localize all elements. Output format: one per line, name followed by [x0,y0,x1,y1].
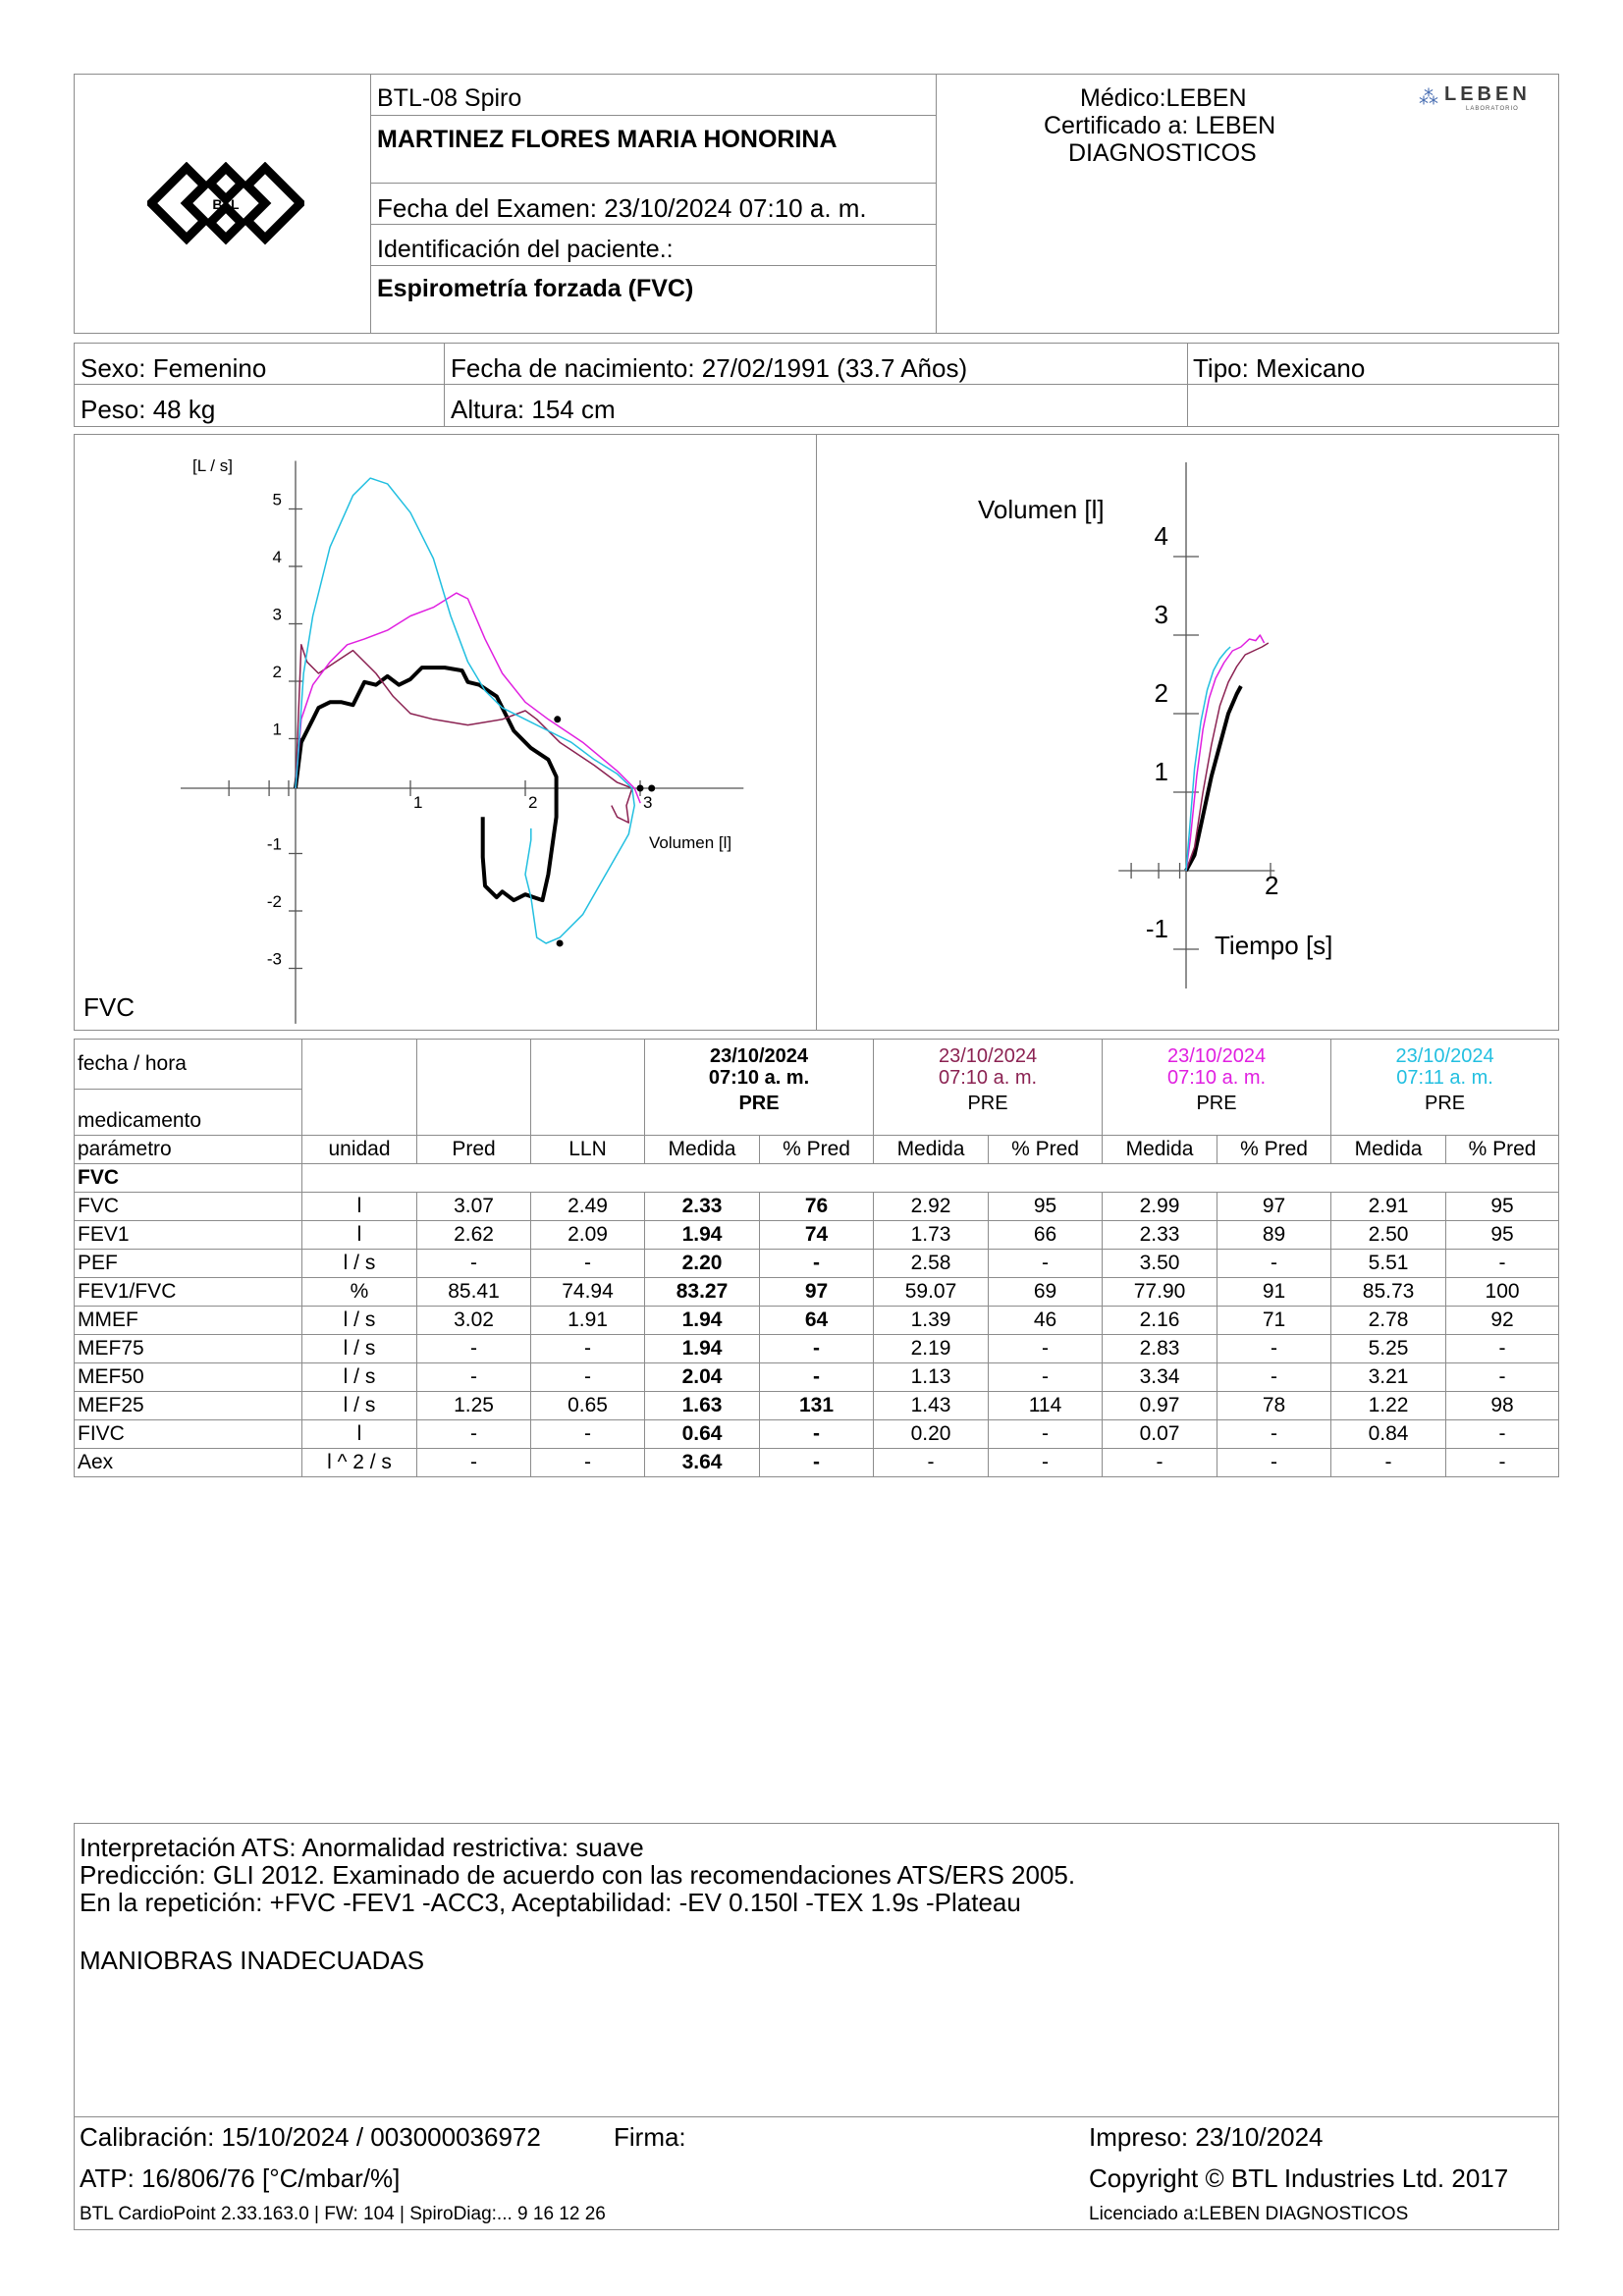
table-row [75,1193,1559,1221]
pct-pred-value: - [1217,1335,1331,1363]
measured-value: 3.64 [645,1449,760,1477]
pct-pred-value: 98 [1446,1392,1559,1420]
table-row [75,1363,1559,1392]
pct-pred-value: - [760,1363,874,1392]
col-pred: Pred [417,1136,531,1164]
table-row [75,1307,1559,1335]
y-tick-label: -1 [1145,914,1168,943]
licensed-to: Licenciado a:LEBEN DIAGNOSTICOS [1089,2204,1409,2224]
trial-date: 23/10/2024 [1395,1045,1494,1067]
measured-value: 0.97 [1103,1392,1217,1420]
sex: Sexo: Femenino [81,353,267,383]
calibration: Calibración: 15/10/2024 / 003000036972 [80,2122,541,2152]
leben-logo [1419,81,1551,117]
empty-cell [531,1040,645,1136]
trial-header [874,1040,1103,1136]
param-unit: l / s [302,1363,417,1392]
trial-time: 07:11 a. m. [1396,1067,1493,1089]
y-tick-label: 2 [272,663,282,681]
pct-pred-value: 71 [1217,1307,1331,1335]
results-table [74,1039,1559,1477]
lln-value: 2.49 [531,1193,645,1221]
trial-time: 07:10 a. m. [1167,1067,1267,1089]
trial-medication: PRE [1196,1093,1237,1114]
pct-pred-value: - [1446,1250,1559,1278]
pct-pred-value: - [1217,1420,1331,1449]
param-name: MEF25 [75,1392,302,1420]
measured-value: - [874,1449,989,1477]
trial-header [645,1040,874,1136]
copyright: Copyright © BTL Industries Ltd. 2017 [1089,2163,1509,2193]
pct-pred-value: 95 [989,1193,1103,1221]
pct-pred-value: 78 [1217,1392,1331,1420]
measured-value: 2.04 [645,1363,760,1392]
measured-value: 2.78 [1331,1307,1446,1335]
device-name: BTL-08 Spiro [377,84,522,112]
table-row [75,1335,1559,1363]
pct-pred-value: - [1446,1335,1559,1363]
measured-value: 2.19 [874,1335,989,1363]
measured-value: 5.51 [1331,1250,1446,1278]
pct-pred-value: 76 [760,1193,874,1221]
series-line-1 [296,667,557,900]
pct-pred-value: 69 [989,1278,1103,1307]
pct-pred-value: - [1446,1363,1559,1392]
table-row [75,1250,1559,1278]
pct-pred-value: 66 [989,1221,1103,1250]
pred-value: - [417,1335,531,1363]
y-tick-label: 2 [1154,678,1168,708]
pct-pred-value: - [1446,1449,1559,1477]
y-tick-label: -3 [266,949,282,969]
trial-date: 23/10/2024 [938,1045,1038,1067]
chart-title: FVC [83,992,135,1022]
x-axis-label: Volumen [l] [649,833,732,852]
pct-pred-value: - [1217,1250,1331,1278]
measured-value: 2.33 [1103,1221,1217,1250]
param-unit: l [302,1221,417,1250]
y-tick-label: -2 [266,892,282,911]
pct-pred-value: 97 [1217,1193,1331,1221]
printed-date: Impreso: 23/10/2024 [1089,2122,1324,2152]
height: Altura: 154 cm [451,395,616,424]
section-label: FVC [75,1164,302,1193]
measured-value: 3.21 [1331,1363,1446,1392]
measured-value: 1.39 [874,1307,989,1335]
lln-value: - [531,1449,645,1477]
col-medida: Medida [645,1136,760,1164]
pct-pred-value: 97 [760,1278,874,1307]
measured-value: 1.73 [874,1221,989,1250]
volume-time-chart [818,436,1557,1029]
btl-logo [147,162,304,245]
pct-pred-value: - [760,1250,874,1278]
y-tick-label: 4 [272,548,282,566]
y-axis-label: [L / s] [192,456,233,475]
x-axis-label: Tiempo [s] [1215,931,1333,960]
col-unidad: unidad [302,1136,417,1164]
flow-volume-chart [76,436,814,1029]
table-row [75,1449,1559,1477]
pct-pred-value: 92 [1446,1307,1559,1335]
lln-value: 74.94 [531,1278,645,1307]
pred-value: 3.07 [417,1193,531,1221]
measured-value: 1.94 [645,1307,760,1335]
pct-pred-value: - [989,1420,1103,1449]
atp-conditions: ATP: 16/806/76 [°C/mbar/%] [80,2163,401,2193]
pred-value: 2.62 [417,1221,531,1250]
lln-value: - [531,1250,645,1278]
measured-value: 3.50 [1103,1250,1217,1278]
leben-logo-text: LEBEN [1444,83,1531,105]
table-row [75,1392,1559,1420]
lln-value: 2.09 [531,1221,645,1250]
pct-pred-value: - [1217,1363,1331,1392]
measured-value: 2.99 [1103,1193,1217,1221]
table-section-row [75,1164,1559,1193]
pct-pred-value: - [1217,1449,1331,1477]
param-unit: % [302,1278,417,1307]
y-tick-label: 1 [1154,757,1168,786]
measured-value: 1.22 [1331,1392,1446,1420]
col-medida: Medida [1103,1136,1217,1164]
y-tick-label: 1 [272,720,282,739]
measured-value: 3.34 [1103,1363,1217,1392]
pct-pred-value: 114 [989,1392,1103,1420]
pct-pred-value: 95 [1446,1221,1559,1250]
measured-value: 85.73 [1331,1278,1446,1307]
measured-value: - [1103,1449,1217,1477]
y-tick-label: 3 [272,605,282,624]
doctor-name: Médico:LEBEN [1080,84,1247,112]
pred-value: - [417,1363,531,1392]
lln-value: - [531,1335,645,1363]
measured-value: 2.92 [874,1193,989,1221]
pct-pred-value: - [989,1363,1103,1392]
param-unit: l / s [302,1392,417,1420]
measured-value: 0.20 [874,1420,989,1449]
col-lln: LLN [531,1136,645,1164]
trial-time: 07:10 a. m. [938,1067,1038,1089]
measured-value: 1.43 [874,1392,989,1420]
interpretation-line-1: Interpretación ATS: Anormalidad restrictiva: suave [80,1833,644,1862]
lln-value: - [531,1420,645,1449]
trial-medication: PRE [967,1093,1008,1114]
pct-pred-value: 74 [760,1221,874,1250]
x-tick-label: 3 [643,793,653,812]
end-of-test-marker [637,785,644,792]
param-name: MEF75 [75,1335,302,1363]
pct-pred-value: 100 [1446,1278,1559,1307]
lln-value: 0.65 [531,1392,645,1420]
pct-pred-value: 131 [760,1392,874,1420]
interpretation-line-3: En la repetición: +FVC -FEV1 -ACC3, Aceptabilidad: -EV 0.150l -TEX 1.9s -Plateau [80,1888,1021,1917]
empty-cell [417,1040,531,1136]
weight: Peso: 48 kg [81,395,216,424]
measured-value: 59.07 [874,1278,989,1307]
param-name: Aex [75,1449,302,1477]
empty-cell [302,1164,1559,1193]
measured-value: 1.63 [645,1392,760,1420]
date-of-birth: Fecha de nacimiento: 27/02/1991 (33.7 Años) [451,353,968,383]
x-tick-label: 2 [528,793,538,812]
y-tick-label: 3 [1154,600,1168,629]
table-column-header-row [75,1136,1559,1164]
trial-date: 23/10/2024 [709,1045,809,1067]
param-name: FIVC [75,1420,302,1449]
series-line-3 [296,593,640,803]
measured-value: 1.13 [874,1363,989,1392]
param-name: FEV1 [75,1221,302,1250]
y-tick-label: 4 [1154,521,1168,551]
pct-pred-value: - [989,1250,1103,1278]
trial-header [1331,1040,1559,1136]
test-type: Espirometría forzada (FVC) [377,275,694,302]
measured-value: 2.33 [645,1193,760,1221]
interpretation-line-2: Predicción: GLI 2012. Examinado de acuerdo con las recomendaciones ATS/ERS 2005. [80,1860,1076,1890]
measured-value: 1.94 [645,1221,760,1250]
x-tick-label: 2 [1265,871,1279,900]
pct-pred-value: - [989,1449,1103,1477]
col-pct-pred: % Pred [760,1136,874,1164]
trial-date: 23/10/2024 [1166,1045,1267,1067]
pct-pred-value: - [760,1420,874,1449]
pred-value: - [417,1250,531,1278]
pct-pred-value: 89 [1217,1221,1331,1250]
fecha-hora-label: fecha / hora [75,1040,302,1090]
measured-value: 2.20 [645,1250,760,1278]
col-parametro: parámetro [75,1136,302,1164]
y-axis-label: Volumen [l] [978,495,1105,524]
param-unit: l / s [302,1335,417,1363]
end-of-test-marker [648,785,655,792]
param-unit: l [302,1420,417,1449]
param-name: FEV1/FVC [75,1278,302,1307]
measured-value: 1.94 [645,1335,760,1363]
measured-value: 2.58 [874,1250,989,1278]
param-name: MEF50 [75,1363,302,1392]
empty-cell [302,1040,417,1136]
measured-value: 0.64 [645,1420,760,1449]
table-row [75,1420,1559,1449]
measured-value: 2.50 [1331,1221,1446,1250]
pred-value: 85.41 [417,1278,531,1307]
pct-pred-value: - [760,1335,874,1363]
measured-value: 83.27 [645,1278,760,1307]
interpretation-line-4: MANIOBRAS INADECUADAS [80,1946,425,1975]
measured-value: 5.25 [1331,1335,1446,1363]
table-header-row [75,1040,1559,1090]
patient-name: MARTINEZ FLORES MARIA HONORINA [377,126,838,153]
measured-value: 0.07 [1103,1420,1217,1449]
param-name: MMEF [75,1307,302,1335]
pct-pred-value: - [989,1335,1103,1363]
certified-to: Certificado a: LEBEN [1044,112,1276,139]
certified-to-2: DIAGNOSTICOS [1068,139,1257,167]
exam-date: Fecha del Examen: 23/10/2024 07:10 a. m. [377,193,867,223]
col-pct-pred: % Pred [989,1136,1103,1164]
lln-value: - [531,1363,645,1392]
table-row [75,1278,1559,1307]
param-unit: l ^ 2 / s [302,1449,417,1477]
col-medida: Medida [1331,1136,1446,1164]
leben-logo-sub: LABORATORIO [1466,106,1519,112]
pred-value: - [417,1449,531,1477]
pred-value: 1.25 [417,1392,531,1420]
trial-time: 07:10 a. m. [708,1067,810,1089]
measured-value: 2.16 [1103,1307,1217,1335]
pct-pred-value: 64 [760,1307,874,1335]
leben-logo-mark: ⁂ [1419,87,1438,109]
pct-pred-value: 91 [1217,1278,1331,1307]
param-name: FVC [75,1193,302,1221]
pred-value: - [417,1420,531,1449]
col-pct-pred: % Pred [1217,1136,1331,1164]
trial-header [1103,1040,1331,1136]
end-of-test-marker [557,939,564,946]
measured-value: 2.91 [1331,1193,1446,1221]
x-tick-label: 1 [413,793,423,812]
measured-value: - [1331,1449,1446,1477]
measured-value: 2.83 [1103,1335,1217,1363]
series-line-4 [296,478,634,943]
pct-pred-value: - [1446,1420,1559,1449]
measured-value: 0.84 [1331,1420,1446,1449]
trial-medication: PRE [1424,1093,1466,1114]
table-row [75,1221,1559,1250]
param-unit: l [302,1193,417,1221]
ethnicity: Tipo: Mexicano [1193,353,1366,383]
param-name: PEF [75,1250,302,1278]
y-tick-label: 5 [272,490,282,509]
col-pct-pred: % Pred [1446,1136,1559,1164]
col-medida: Medida [874,1136,989,1164]
btl-logo-letters: BTL [212,196,240,212]
measured-value: 77.90 [1103,1278,1217,1307]
pred-value: 3.02 [417,1307,531,1335]
pct-pred-value: 95 [1446,1193,1559,1221]
software-version: BTL CardioPoint 2.33.163.0 | FW: 104 | SpiroDiag:... 9 16 12 26 [80,2204,606,2224]
medicamento-label: medicamento [75,1090,302,1136]
param-unit: l / s [302,1307,417,1335]
lln-value: 1.91 [531,1307,645,1335]
end-of-test-marker [554,716,561,722]
pct-pred-value: 46 [989,1307,1103,1335]
pct-pred-value: - [760,1449,874,1477]
param-unit: l / s [302,1250,417,1278]
signature-label: Firma: [614,2122,686,2152]
y-tick-label: -1 [266,834,282,854]
patient-id-label: Identificación del paciente.: [377,236,674,263]
trial-medication: PRE [738,1093,780,1114]
